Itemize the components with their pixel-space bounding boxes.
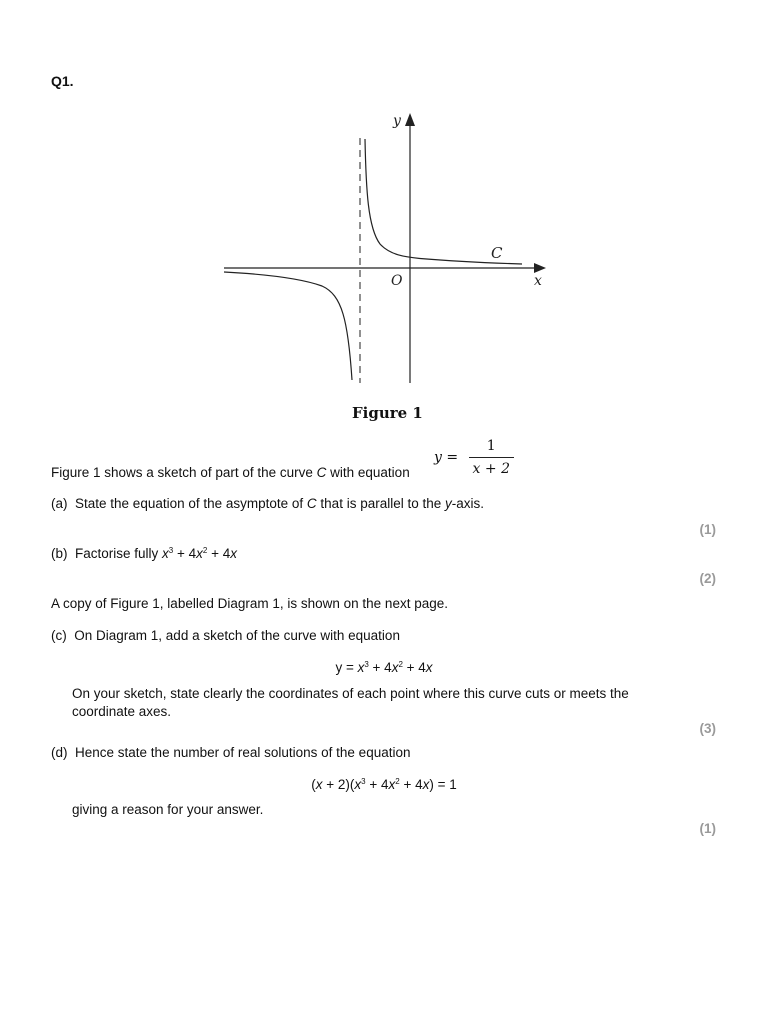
equation-numerator: 1	[469, 438, 514, 458]
y-axis-label: y	[393, 113, 401, 129]
x-axis-arrow-icon	[534, 263, 546, 273]
curve-label: C	[491, 244, 503, 262]
origin-label: O	[391, 273, 403, 289]
part-b-label: (b)	[51, 546, 68, 561]
part-a-label: (a)	[51, 496, 68, 511]
figure-caption: Figure 1	[352, 404, 423, 422]
curve-left-branch	[224, 272, 352, 380]
part-b-mark: (2)	[699, 571, 716, 586]
copy-note: A copy of Figure 1, labelled Diagram 1, is shown on the next page.	[51, 596, 448, 611]
part-d-label: (d)	[51, 745, 68, 760]
part-d-reason: giving a reason for your answer.	[72, 802, 264, 817]
equation-fraction	[469, 438, 514, 477]
part-d-equation: $(x + 2)(x^3 + 4x^2 + 4x) = 1$	[311, 777, 457, 792]
question-number: Q1.	[51, 73, 74, 89]
part-c-label: (c)	[51, 628, 67, 643]
curve-equation	[434, 438, 514, 477]
intro-text: Figure 1 shows a sketch of part of the curve C with equation	[51, 465, 410, 480]
part-c: (c) On Diagram 1, add a sketch of the curve with equation	[51, 628, 400, 643]
factorise-expression: $x^3 + 4x^2 + 4x$	[162, 546, 238, 561]
part-c-equation: $y = x^3 + 4x^2 + 4x$	[335, 660, 433, 675]
part-c-mark: (3)	[699, 721, 716, 736]
part-b: (b) Factorise fully $x^3 + 4x^2 + 4x$	[51, 546, 238, 561]
part-a-mark: (1)	[699, 522, 716, 537]
equation-denominator: x + 2	[472, 461, 510, 477]
part-a: (a) State the equation of the asymptote of C that is parallel to the y-axis.	[51, 496, 485, 511]
part-d: (d) Hence state the number of real solutions of the equation	[51, 745, 411, 760]
x-axis-label: x	[534, 273, 542, 289]
figure-1-sketch	[0, 0, 768, 440]
part-d-mark: (1)	[699, 821, 716, 836]
part-c-detail: On your sketch, state clearly the coordinates of each point where this curve cuts or meets the coordinate axes.	[72, 686, 629, 719]
equation-lhs: y =	[434, 449, 459, 466]
y-axis-arrow-icon	[405, 113, 415, 126]
